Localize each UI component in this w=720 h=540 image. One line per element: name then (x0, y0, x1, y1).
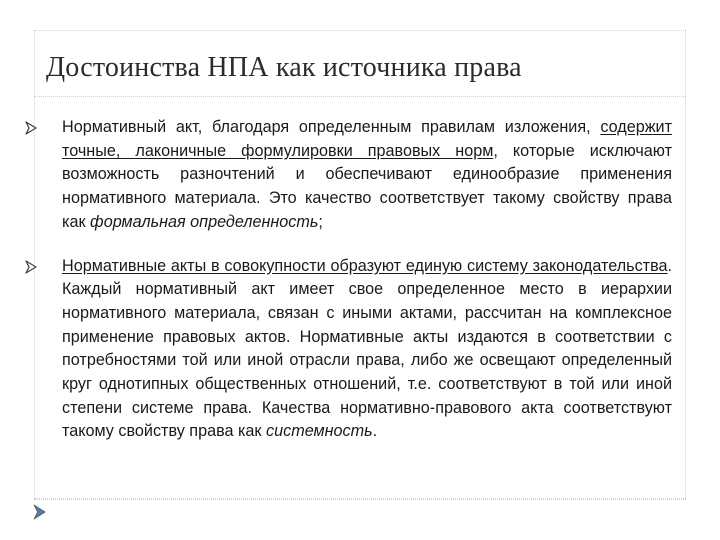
bullet-1-text: Нормативный акт, благодаря определенным правилам изложения, (62, 118, 601, 136)
bottom-divider (34, 498, 686, 499)
arrowhead-bullet-icon (24, 260, 38, 274)
next-arrow-icon[interactable] (30, 503, 48, 521)
bullet-item-2 (52, 255, 672, 445)
title-divider (34, 96, 686, 97)
bullet-2-text: . Каждый нормативный акт имеет свое определенное место в иерархии нормативного материала, связан с иными актами, рассчитан на комплексное применение правовых актов. Нормативные акты издаются в соответствии с потребностями той или иной отрасли права, либо же освещают определенный круг однотипных общественных отношений, т.е. соответствуют в той или иной степени системе права. Качества нормативно-правового акта соответствуют такому свойству права как (62, 256, 672, 441)
slide-title: Достоинства НПА как источника права (46, 52, 522, 83)
bullet-2-italic-term: системность (266, 422, 373, 441)
bullet-1-underlined-phrase: содержит точные, лаконичные формулировки правовых норм (62, 118, 672, 160)
slide-content (52, 116, 672, 444)
bullet-1-text-cont: , которые исключают возможность разночтений и обеспечивают единообразие применения нормативного материала. Это качество соответствует такому свойству права как (62, 141, 672, 231)
bullet-2-underlined-phrase: Нормативные акты в совокупности образуют единую систему законодательства (62, 256, 668, 275)
arrowhead-bullet-icon (24, 121, 38, 135)
bullet-item-1 (52, 116, 672, 235)
bullet-1-text-end: ; (318, 212, 323, 231)
bullet-2-text-end: . (372, 422, 378, 441)
bullet-1-italic-term: формальная определенность (90, 212, 319, 231)
